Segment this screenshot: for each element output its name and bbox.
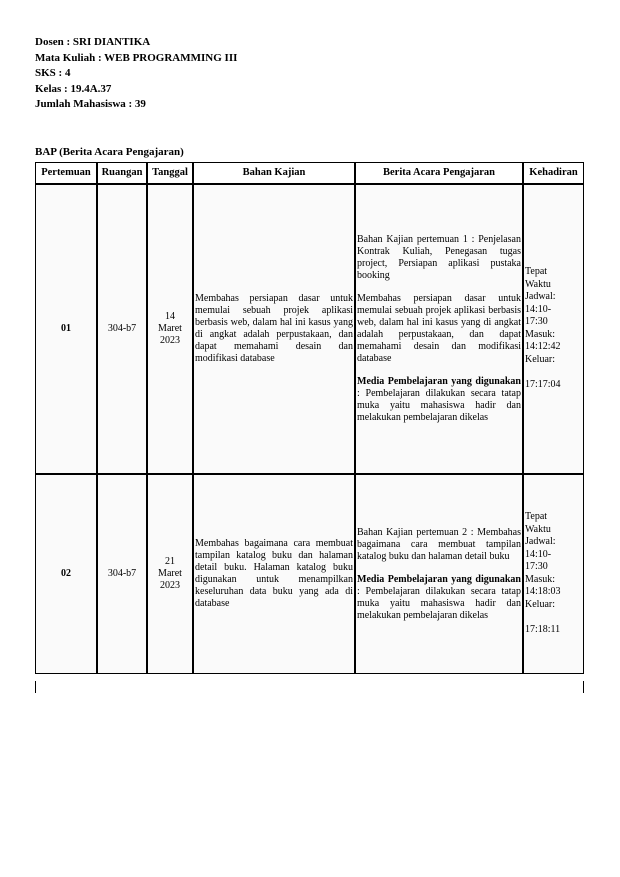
jadwal-start: 14:10- xyxy=(525,548,552,560)
tanggal-month: Maret xyxy=(158,568,182,579)
jadwal-label: Jadwal: xyxy=(525,536,556,548)
keluar-time: 17:18:11 xyxy=(525,624,561,636)
ruangan-cell: 304-b7 xyxy=(97,184,147,474)
table-header-row xyxy=(35,162,584,184)
jumlah-mahasiswa-line: Jumlah Mahasiswa : 39 xyxy=(35,98,146,110)
pertemuan-cell: 01 xyxy=(35,184,97,474)
masuk-label: Masuk: xyxy=(525,328,555,340)
kehadiran-info xyxy=(525,266,582,392)
column-header-tanggal: Tanggal xyxy=(147,162,193,184)
bap-table xyxy=(35,162,584,674)
table-continuation-right-border xyxy=(583,681,584,693)
mata-kuliah-line: Mata Kuliah : WEB PROGRAMMING III xyxy=(35,51,238,64)
column-header-pertemuan: Pertemuan xyxy=(35,162,97,184)
section-title: BAP (Berita Acara Pengajaran) xyxy=(35,146,184,158)
media-pembelajaran xyxy=(357,376,521,424)
keluar-label: Keluar: xyxy=(525,598,555,610)
berita-acara-cell xyxy=(355,184,523,474)
berita-intro: Bahan Kajian pertemuan 2 : Membahas bagaimana cara membuat tampilan katalog buku dan halaman detail buku xyxy=(357,526,521,562)
kehadiran-cell xyxy=(523,184,584,474)
document-header xyxy=(35,35,237,113)
column-header-bahan-kajian: Bahan Kajian xyxy=(193,162,355,184)
jadwal-label: Jadwal: xyxy=(525,291,556,303)
kelas-line: Kelas : 19.4A.37 xyxy=(35,82,112,95)
berita-detail: Membahas persiapan dasar untuk memulai sebuah projek aplikasi berbasis web, dalam hal ini kasus yang di angkat adalah perpustakaan, dan dapat memahami desain dan modifikasi database xyxy=(357,293,521,364)
jadwal-end: 17:30 xyxy=(525,316,548,328)
table-continuation-left-border xyxy=(35,681,36,693)
kehadiran-status-1: Tepat xyxy=(525,266,548,278)
media-text: : Pembelajaran dilakukan secara tatap muka yaitu mahasiswa hadir dan melakukan pembelajaran dikelas xyxy=(357,585,521,621)
keluar-label: Keluar: xyxy=(525,353,555,365)
tanggal-year: 2023 xyxy=(160,335,180,346)
media-label: Media Pembelajaran yang digunakan xyxy=(357,573,521,585)
berita-intro: Bahan Kajian pertemuan 1 : Penjelasan Kontrak Kuliah, Penegasan tugas project, Persiapan aplikasi pustaka booking xyxy=(357,234,521,281)
table-row xyxy=(35,184,584,474)
tanggal-cell xyxy=(147,474,193,674)
kehadiran-status-2: Waktu xyxy=(525,278,551,290)
column-header-berita-acara: Berita Acara Pengajaran xyxy=(355,162,523,184)
sks-line: SKS : 4 xyxy=(35,67,71,79)
media-pembelajaran xyxy=(357,574,521,622)
pertemuan-cell: 02 xyxy=(35,474,97,674)
jadwal-end: 17:30 xyxy=(525,561,548,573)
kehadiran-status-1: Tepat xyxy=(525,511,548,523)
masuk-time: 14:18:03 xyxy=(525,586,561,598)
tanggal-day: 14 xyxy=(165,311,175,322)
masuk-time: 14:12:42 xyxy=(525,341,561,353)
media-label: Media Pembelajaran yang digunakan xyxy=(357,376,521,387)
column-header-ruangan: Ruangan xyxy=(97,162,147,184)
table-row xyxy=(35,474,584,674)
dosen-line: Dosen : SRI DIANTIKA xyxy=(35,36,151,48)
column-header-kehadiran: Kehadiran xyxy=(523,162,584,184)
kehadiran-cell xyxy=(523,474,584,674)
tanggal-year: 2023 xyxy=(160,580,180,591)
tanggal-month: Maret xyxy=(158,323,182,334)
jadwal-start: 14:10- xyxy=(525,303,552,315)
bahan-kajian-cell: Membahas bagaimana cara membuat tampilan katalog buku dan halaman detail buku. Halaman katalog buku digunakan untuk menampilkan keseluruhan data buku yang ada di database xyxy=(193,474,355,674)
kehadiran-info xyxy=(525,511,582,637)
ruangan-cell: 304-b7 xyxy=(97,474,147,674)
media-text: : Pembelajaran dilakukan secara tatap muka yaitu mahasiswa hadir dan melakukan pembelajaran dikelas xyxy=(357,388,521,423)
kehadiran-status-2: Waktu xyxy=(525,523,551,535)
masuk-label: Masuk: xyxy=(525,573,555,585)
bahan-kajian-cell: Membahas persiapan dasar untuk memulai sebuah projek aplikasi berbasis web, dalam hal ini kasus yang di angkat adalah perpustakaan, dan dapat memahami desain dan modifikasi database xyxy=(193,184,355,474)
tanggal-day: 21 xyxy=(165,556,175,567)
kehadiran-spacer xyxy=(525,366,582,379)
kehadiran-spacer xyxy=(525,611,582,624)
berita-acara-cell xyxy=(355,474,523,674)
tanggal-cell xyxy=(147,184,193,474)
keluar-time: 17:17:04 xyxy=(525,379,561,391)
